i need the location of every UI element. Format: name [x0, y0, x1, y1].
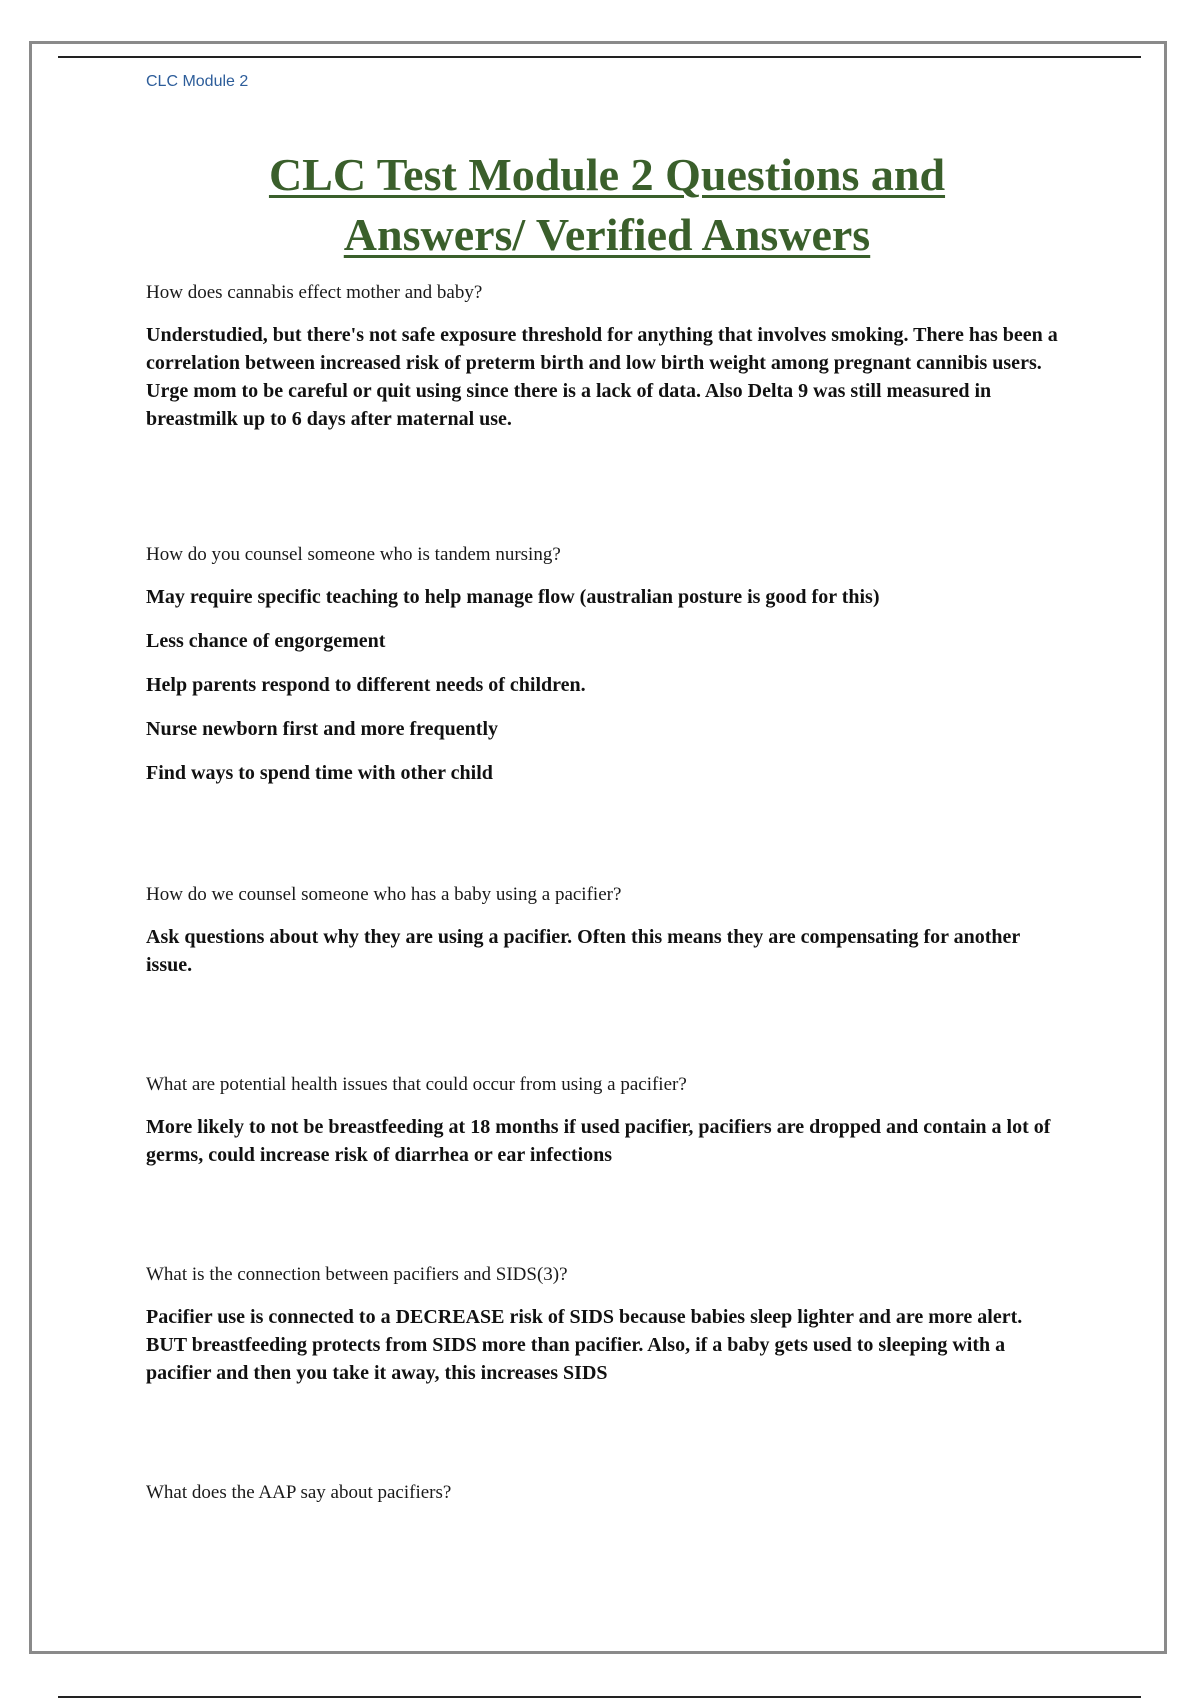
answer-line: Help parents respond to different needs of children. [146, 674, 586, 696]
qa-item [146, 541, 1066, 787]
qa-item [146, 1479, 1066, 1507]
answer-line: Nurse newborn first and more frequently [146, 718, 499, 740]
running-header: CLC Module 2 [146, 73, 249, 90]
answer-line: May require specific teaching to help manage flow (australian posture is good for this) [146, 586, 880, 608]
answer: Pacifier use is connected to a DECREASE risk of SIDS because babies sleep lighter and are more alert. BUT breastfeeding protects from SIDS more than pacifier. Also, if a baby gets used to sleeping with a pacifier and then you take it away, this increases SIDS [146, 1306, 1023, 1384]
qa-item [146, 279, 1066, 433]
qa-item [146, 1071, 1066, 1169]
title-line-1: CLC Test Module 2 Questions and [268, 149, 946, 200]
question: What does the AAP say about pacifiers? [146, 1482, 452, 1503]
question: How do we counsel someone who has a baby using a pacifier? [146, 884, 622, 905]
question: What are potential health issues that could occur from using a pacifier? [146, 1074, 687, 1095]
answer-line: Less chance of engorgement [146, 630, 386, 652]
question: How do you counsel someone who is tandem nursing? [146, 544, 561, 565]
document-title [146, 145, 1068, 265]
qa-list [146, 279, 1066, 1521]
answer: More likely to not be breastfeeding at 18 months if used pacifier, pacifiers are dropped and contain a lot of germs, could increase risk of diarrhea or ear infections [146, 1116, 1051, 1166]
qa-item [146, 1261, 1066, 1387]
title-line-2: Answers/ Verified Answers [343, 209, 871, 260]
question: How does cannabis effect mother and baby? [146, 282, 483, 303]
answer: Ask questions about why they are using a pacifier. Often this means they are compensating for another issue. [146, 926, 1020, 976]
question: What is the connection between pacifiers and SIDS(3)? [146, 1264, 568, 1285]
qa-item [146, 881, 1066, 979]
header-rule [58, 56, 1141, 58]
answer: Understudied, but there's not safe exposure threshold for anything that involves smoking. There has been a correlation between increased risk of preterm birth and low birth weight among pregnant cannibis users. Urge mom to be careful or quit using since there is a lack of data. Also Delta 9 was still measured in breastmilk up to 6 days after maternal use. [146, 324, 1058, 430]
footer-rule [58, 1696, 1141, 1698]
answer-line: Find ways to spend time with other child [146, 762, 493, 784]
